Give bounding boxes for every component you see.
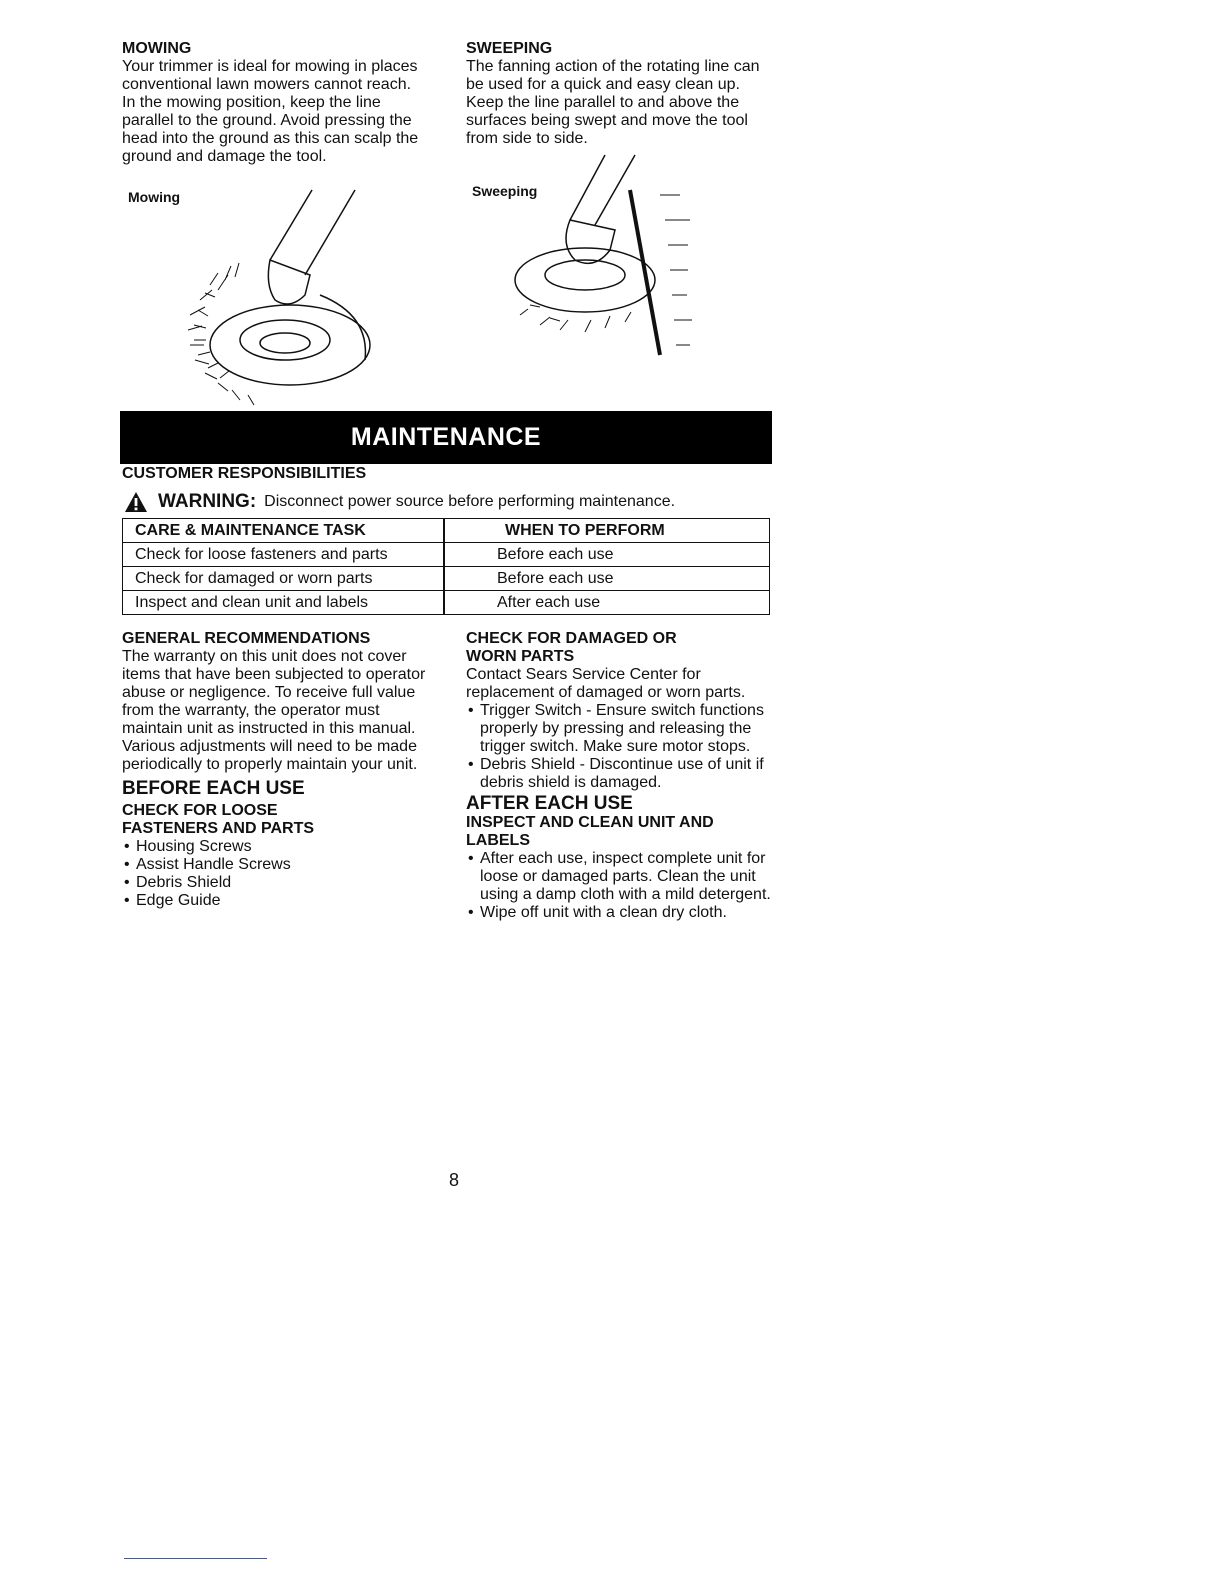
warning-triangle-icon [124, 491, 148, 513]
table-cell-task: Check for damaged or worn parts [123, 567, 445, 591]
list-item: • Trigger Switch - Ensure switch functions properly by pressing and releasing the trigger switch. Make sure motor stops. [466, 702, 778, 756]
list-item: • After each use, inspect complete unit for loose or damaged parts. Clean the unit using a damp cloth with a mild detergent. [466, 850, 778, 904]
sweeping-text: The fanning action of the rotating line can be used for a quick and easy clean up. Keep the line parallel to and above the surfaces being swept and move the tool from side to side. [466, 58, 760, 147]
table-header-task: CARE & MAINTENANCE TASK [123, 519, 445, 543]
list-item: • Debris Shield [122, 874, 432, 892]
footer-rule [124, 1558, 267, 1559]
mowing-illustration [170, 185, 380, 410]
page-number: 8 [449, 1170, 460, 1190]
list-item: • Assist Handle Screws [122, 856, 432, 874]
mowing-figure-caption: Mowing [128, 189, 181, 205]
sweeping-illustration [500, 150, 700, 365]
table-row [123, 591, 770, 615]
table-cell-when: After each use [444, 591, 770, 615]
after-each-use-list [466, 850, 778, 922]
check-loose-fasteners-heading: CHECK FOR LOOSE FASTENERS AND PARTS [122, 802, 315, 837]
left-lower-column [122, 630, 432, 910]
mowing-section [122, 40, 427, 166]
list-item: • Wipe off unit with a clean dry cloth. [466, 904, 778, 922]
before-each-use-list [122, 838, 432, 910]
table-cell-when: Before each use [444, 567, 770, 591]
maintenance-table [122, 518, 770, 615]
check-damaged-list [466, 702, 778, 792]
list-item: • Housing Screws [122, 838, 432, 856]
check-damaged-heading: CHECK FOR DAMAGED OR WORN PARTS [466, 630, 677, 665]
list-item: • Debris Shield - Discontinue use of unit if debris shield is damaged. [466, 756, 778, 792]
table-cell-task: Inspect and clean unit and labels [123, 591, 445, 615]
sweeping-section [466, 40, 776, 148]
table-row [123, 567, 770, 591]
warning-line [124, 490, 675, 514]
list-item: • Edge Guide [122, 892, 432, 910]
warning-text: Disconnect power source before performing maintenance. [264, 493, 676, 510]
sweeping-heading: SWEEPING [466, 40, 553, 57]
general-recommendations-heading: GENERAL RECOMMENDATIONS [122, 630, 371, 647]
table-cell-task: Check for loose fasteners and parts [123, 543, 445, 567]
general-recommendations-text: The warranty on this unit does not cover items that have been subjected to operator abuse or negligence. To receive full value from the warranty, the operator must maintain unit as instructed in this manual. Various adjustments will need to be made periodically to properly maintain your unit. [122, 648, 426, 773]
right-lower-column [466, 630, 778, 922]
table-header-row [123, 519, 770, 543]
warning-label: WARNING: [158, 491, 257, 512]
check-damaged-text: Contact Sears Service Center for replacement of damaged or worn parts. [466, 666, 746, 701]
customer-responsibilities-heading: CUSTOMER RESPONSIBILITIES [122, 465, 367, 482]
inspect-clean-heading: INSPECT AND CLEAN UNIT AND LABELS [466, 814, 714, 849]
mowing-text: Your trimmer is ideal for mowing in places conventional lawn mowers cannot reach. In the mowing position, keep the line parallel to the ground. Avoid pressing the head into the ground as this can scalp the ground and damage the tool. [122, 58, 419, 165]
after-each-use-heading: AFTER EACH USE [466, 793, 633, 814]
table-row [123, 543, 770, 567]
before-each-use-heading: BEFORE EACH USE [122, 778, 305, 799]
table-cell-when: Before each use [444, 543, 770, 567]
maintenance-banner: MAINTENANCE [120, 411, 772, 464]
mowing-heading: MOWING [122, 40, 192, 57]
table-header-when: WHEN TO PERFORM [444, 519, 770, 543]
sweeping-figure-caption: Sweeping [472, 183, 538, 199]
